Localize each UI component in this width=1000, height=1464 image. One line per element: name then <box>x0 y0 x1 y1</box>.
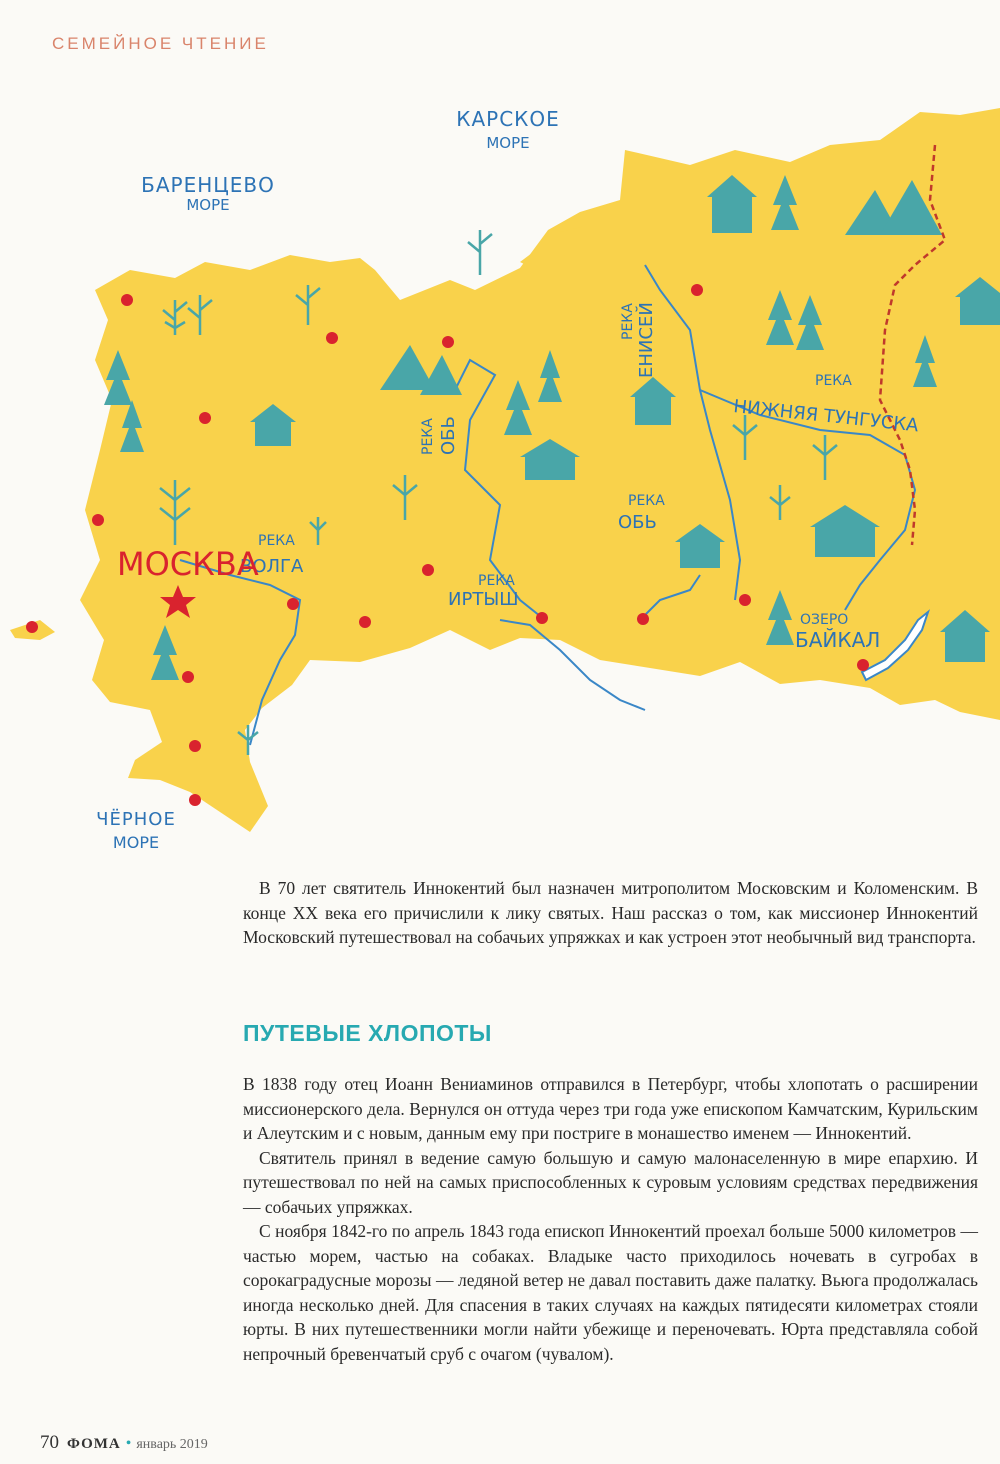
city-dot <box>182 671 194 683</box>
house-icon <box>960 295 1000 325</box>
section-heading: ПУТЕВЫЕ ХЛОПОТЫ <box>243 1020 492 1046</box>
lake-label-baikal: ОЗЕРО <box>800 612 849 628</box>
river-label-ob-2: РЕКА <box>628 493 665 509</box>
river-label-tunguska-name: НИЖНЯЯ ТУНГУСКА <box>732 396 920 437</box>
house-icon <box>815 525 875 557</box>
plant-icon <box>468 230 492 275</box>
city-dot <box>691 284 703 296</box>
city-dot <box>287 598 299 610</box>
sea-label-barents-sub: МОРЕ <box>186 196 230 214</box>
capital-label: МОСКВА <box>117 545 259 583</box>
house-icon <box>255 420 291 446</box>
city-dot <box>121 294 133 306</box>
river-label-volga-name: ВОЛГА <box>240 556 304 577</box>
house-icon <box>525 455 575 480</box>
city-dot <box>189 740 201 752</box>
paragraph: Святитель принял в ведение самую большую и самую малонаселенную в мире епархию. И путешествовал по ней на самых приспособленных к суровым условиям средствах передвижения — собачьих упряжках. <box>243 1147 978 1217</box>
lake-label-baikal-name: БАЙКАЛ <box>795 628 881 652</box>
city-dot <box>189 794 201 806</box>
river-label-yenisei: РЕКА <box>620 303 636 340</box>
city-dot <box>359 616 371 628</box>
city-dot <box>442 336 454 348</box>
river-label-ob: РЕКА <box>420 418 436 455</box>
river-label-irtysh-name: ИРТЫШ <box>448 589 519 610</box>
paragraph: С ноября 1842-го по апрель 1843 года епископ Иннокентий проехал больше 5000 километров — частью морем, частью на собаках. Владыке часто приходилось ночевать в сугробах в сорокаградусные морозы — ледяной ветер не давал поставить даже палатку. Вьюга продолжалась иногда несколько дней. Для спасения в таких случаях на каждых пятидесяти километрах стояли юрты. В них путешественники могли найти убежище и переночевать. Юрта представляла собой непрочный бревенчатый сруб с очагом (чувалом). <box>243 1221 978 1364</box>
city-dot <box>326 332 338 344</box>
river-label-ob-2-name: ОБЬ <box>618 512 657 533</box>
article-intro <box>243 876 978 950</box>
river-label-irtysh: РЕКА <box>478 573 515 589</box>
issue-date: январь 2019 <box>136 1437 208 1452</box>
house-icon <box>635 395 671 425</box>
paragraph: В 1838 году отец Иоанн Вениаминов отправился в Петербург, чтобы хлопотать о расширении миссионерского дела. Вернулся он оттуда через три года уже епископом Камчатским, Курильским и Алеутским и с новым, данным ему при постриге в монашество именем — Иннокентий. <box>243 1074 978 1143</box>
city-dot <box>422 564 434 576</box>
sea-label-kara-sub: МОРЕ <box>486 134 530 152</box>
city-dot <box>739 594 751 606</box>
section-label: СЕМЕЙНОЕ ЧТЕНИЕ <box>52 34 269 53</box>
sea-label-black: ЧЁРНОЕ <box>96 809 176 830</box>
sea-label-black-sub: МОРЕ <box>112 833 160 852</box>
river-label-tunguska: РЕКА <box>815 373 852 389</box>
page-footer <box>40 1432 208 1454</box>
city-dot <box>857 659 869 671</box>
city-dot <box>26 621 38 633</box>
city-dot <box>536 612 548 624</box>
city-dot <box>637 613 649 625</box>
river-label-volga: РЕКА <box>258 533 295 549</box>
river-label-yenisei-name: ЕНИСЕЙ <box>636 302 657 378</box>
city-dot <box>199 412 211 424</box>
separator-dot: • <box>125 1435 132 1452</box>
house-icon <box>945 630 985 662</box>
sea-label-kara: КАРСКОЕ <box>456 107 560 131</box>
magazine-name: ФОМА <box>67 1436 121 1452</box>
sea-label-barents: БАРЕНЦЕВО <box>141 173 275 197</box>
river-label-ob-name: ОБЬ <box>438 416 459 455</box>
article-body <box>243 1072 978 1366</box>
page-number: 70 <box>40 1432 59 1453</box>
house-icon <box>680 540 720 568</box>
intro-text: В 70 лет святитель Иннокентий был назначен митрополитом Московским и Коломенским. В конце XX века его причислили к лику святых. Наш рассказ о том, как миссионер Иннокентий Московский путешествовал на собачьих упряжках и как устроен этот необычный вид транспорта. <box>243 878 978 947</box>
city-dot <box>92 514 104 526</box>
house-icon <box>712 195 752 233</box>
